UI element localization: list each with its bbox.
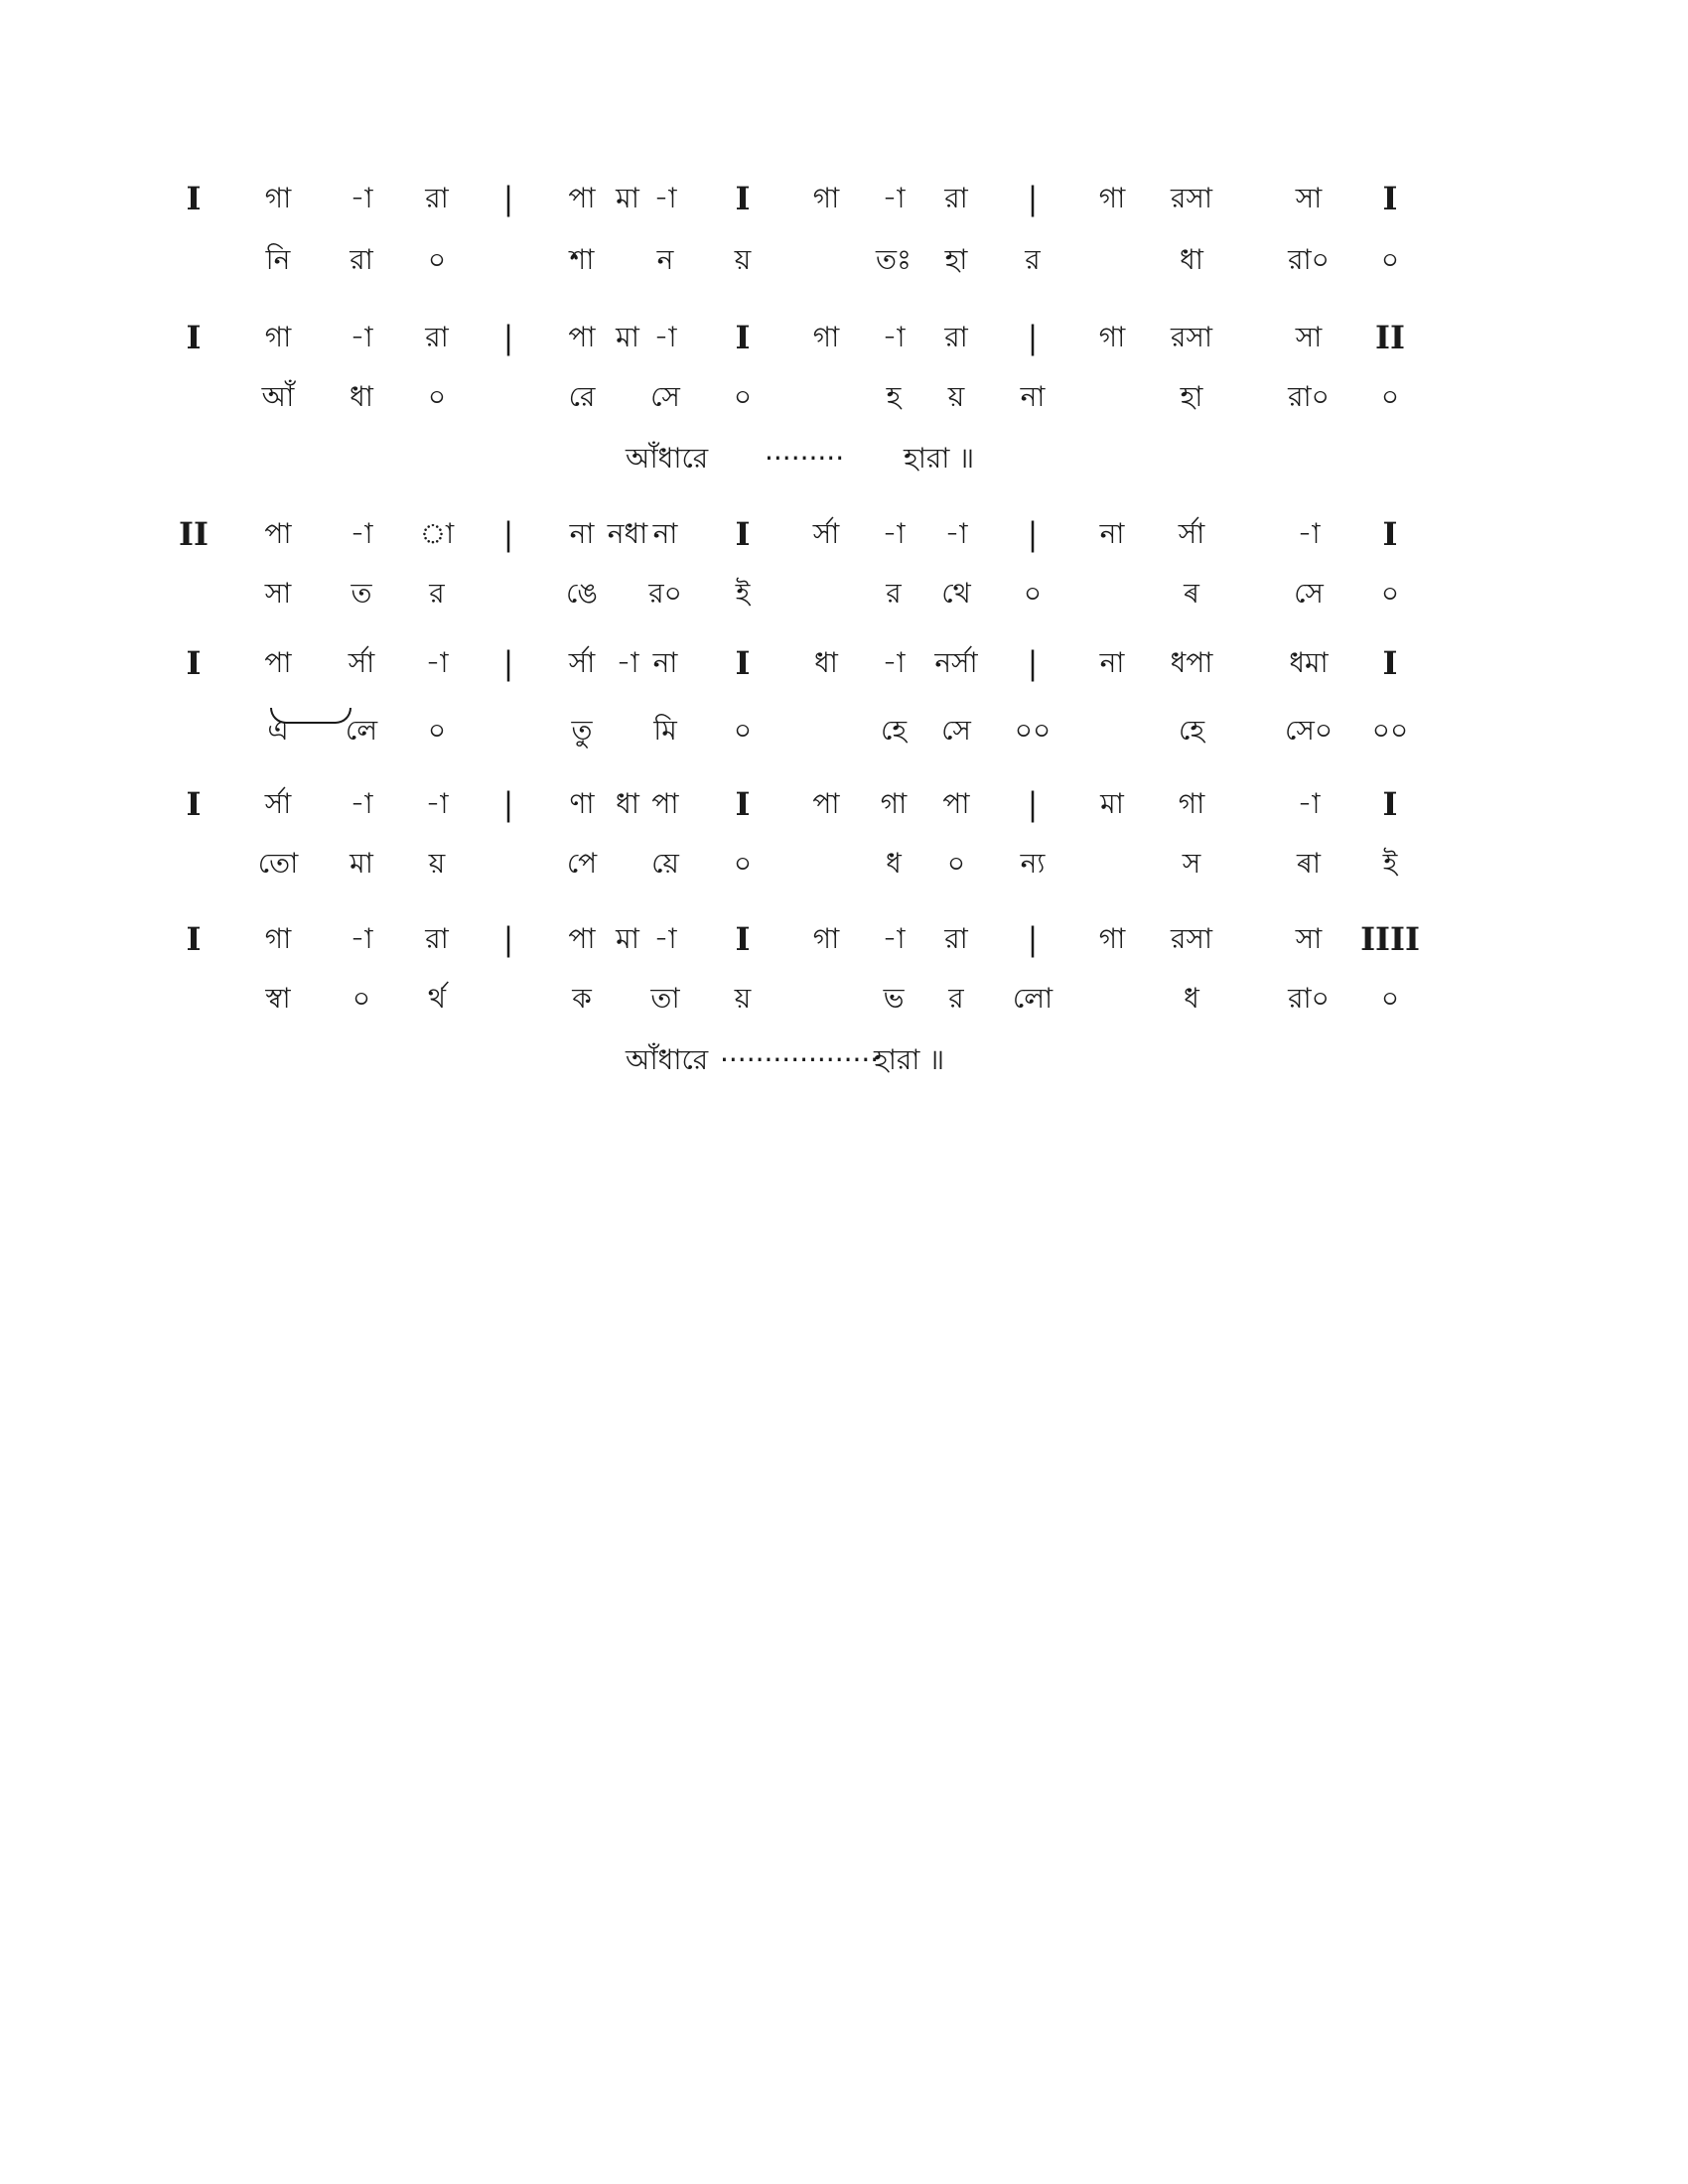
lyric-line [0,372,1688,422]
lyric-syllable: ০ [1380,982,1400,1015]
lyric-syllable: র [429,577,445,610]
refrain-dots: ·················· [720,1043,880,1076]
note: -া [350,182,373,214]
note: মা [1100,787,1124,820]
note: -া [425,646,449,679]
lyric-syllable: স [1182,847,1201,880]
note: ধপা [1170,646,1213,679]
note: সা [1295,182,1323,214]
lyric-line [0,235,1688,285]
lyric-syllable: ০ [1380,380,1400,413]
lyric-syllable: য় [428,847,446,880]
barline: | [1027,319,1039,356]
barline: I [1382,515,1398,553]
lyric-syllable: ধা [1180,243,1203,276]
barline: | [1027,785,1039,823]
slur-mark [270,708,352,724]
note: মা [616,922,639,955]
lyric-syllable: র [886,577,902,610]
lyric-syllable: হা [1180,380,1203,413]
lyric-syllable: রা০ [1288,982,1330,1015]
note: া [419,517,455,550]
note: র্সা [1178,517,1205,550]
note: রা [425,182,449,214]
note: র্সা [264,787,292,820]
lyric-syllable: র [1025,243,1041,276]
refrain-dots: ········· [765,442,845,475]
note: পা [264,517,292,550]
lyric-syllable: ন [656,243,674,276]
note: -া [882,182,906,214]
lyric-syllable: পে [566,847,598,880]
lyric-syllable: ৰা [1297,847,1321,880]
lyric-syllable: য় [734,982,752,1015]
note: -া [425,787,449,820]
barline: | [1027,180,1039,217]
lyric-syllable: ০ [946,847,966,880]
lyric-syllable: ধ [1184,982,1199,1015]
barline: I [1382,644,1398,682]
note: রসা [1170,922,1213,955]
note: র্সা [812,517,840,550]
barline: IIII [1360,920,1420,958]
lyric-syllable: ধ [886,847,902,880]
note: গা [264,182,292,214]
lyric-syllable: ০ [427,714,447,747]
barline: I [735,319,751,356]
lyric-syllable: হে [1178,714,1205,747]
note: রসা [1170,321,1213,353]
note: রা [425,321,449,353]
barline: | [502,785,514,823]
note: না [1099,517,1125,550]
lyric-syllable: ০ [427,380,447,413]
barline: I [186,180,202,217]
note: পা [568,321,596,353]
lyric-syllable: ০ [733,847,753,880]
barline: I [735,785,751,823]
barline: | [1027,515,1039,553]
lyric-syllable: এ [267,714,289,747]
note: ণা [569,787,595,820]
note: -া [882,321,906,353]
lyric-syllable: ০ [733,714,753,747]
lyric-syllable: ০ [733,380,753,413]
lyric-syllable: য় [734,243,752,276]
note: পা [568,922,596,955]
lyric-syllable: থে [941,577,971,610]
notation-line [0,638,1688,688]
note: পা [264,646,292,679]
barline: | [502,920,514,958]
lyric-syllable: ০ [1380,243,1400,276]
note: গা [264,321,292,353]
notation-line [0,779,1688,829]
note: গা [264,922,292,955]
note: -া [1297,787,1321,820]
note: ধা [616,787,639,820]
note: রসা [1170,182,1213,214]
note: রা [944,182,968,214]
note: পা [651,787,679,820]
note: মা [616,182,639,214]
barline: I [1382,785,1398,823]
lyric-syllable: রা [350,243,373,276]
lyric-syllable: য় [947,380,965,413]
lyric-syllable: ০ [1380,577,1400,610]
note: -া [350,517,373,550]
lyric-syllable: হে [880,714,908,747]
lyric-syllable: তা [650,982,680,1015]
lyric-syllable: ক [572,982,592,1015]
barline: | [1027,644,1039,682]
lyric-syllable: তো [257,847,299,880]
lyric-syllable: ০০ [1371,714,1409,747]
lyric-syllable: লে [345,714,378,747]
note: -া [882,922,906,955]
lyric-syllable: হা [944,243,968,276]
lyric-syllable: সা [264,577,292,610]
notation-line [0,313,1688,362]
lyric-syllable: রে [568,380,596,413]
note: গা [812,182,840,214]
refrain-end: হারা ॥ [904,442,975,475]
lyric-syllable: তু [571,714,593,747]
note: র্সা [568,646,596,679]
note: রা [425,922,449,955]
lyric-syllable: ই [735,577,751,610]
refrain-line [0,1035,1688,1085]
barline: I [735,180,751,217]
barline: II [179,515,209,553]
barline: | [1027,920,1039,958]
lyric-syllable: রা০ [1288,243,1330,276]
note: -া [616,646,639,679]
barline: I [1382,180,1398,217]
note: নধা [607,517,648,550]
lyric-syllable: স্বা [265,982,291,1015]
note: ধমা [1289,646,1329,679]
note: র্সা [348,646,375,679]
note: ধা [814,646,838,679]
barline: | [502,180,514,217]
lyric-syllable: ভ [883,982,905,1015]
lyric-syllable: সে০ [1284,714,1334,747]
lyric-syllable: ধা [350,380,373,413]
barline: I [735,920,751,958]
barline: II [1375,319,1405,356]
lyric-line [0,839,1688,888]
note: মা [616,321,639,353]
lyric-syllable: ই [1382,847,1398,880]
lyric-syllable: মা [350,847,373,880]
note: -া [350,321,373,353]
note: গা [1098,922,1126,955]
lyric-syllable: হ [886,380,902,413]
note: রা [944,321,968,353]
lyric-syllable: র্থ [427,982,447,1015]
notation-line [0,914,1688,964]
refrain-start: আঁধারে [626,1043,709,1076]
barline: | [502,515,514,553]
lyric-syllable: সে [941,714,971,747]
lyric-syllable: ০ [352,982,371,1015]
note: না [652,517,678,550]
lyric-syllable: মি [653,714,677,747]
lyric-syllable: সে [1294,577,1324,610]
note: -া [653,922,677,955]
lyric-syllable: না [1020,380,1046,413]
note: -া [1297,517,1321,550]
lyric-syllable: ০০ [1014,714,1052,747]
lyric-syllable: ন্য [1020,847,1046,880]
lyric-line [0,974,1688,1024]
barline: I [186,644,202,682]
refrain-line [0,434,1688,483]
note: পা [568,182,596,214]
lyric-line [0,706,1688,755]
note: -া [944,517,968,550]
note: নর্সা [934,646,978,679]
notation-line [0,509,1688,559]
lyric-syllable: তঃ [876,243,912,276]
note: না [1099,646,1125,679]
lyric-syllable: শা [569,243,595,276]
refrain-start: আঁধারে [626,442,709,475]
lyric-syllable: ৰ [1184,577,1199,610]
note: গা [1178,787,1205,820]
lyric-syllable: র [948,982,964,1015]
lyric-syllable: ০ [1023,577,1043,610]
lyric-syllable: ত [351,577,372,610]
note: -া [350,787,373,820]
note: গা [1098,182,1126,214]
lyric-syllable: নি [265,243,291,276]
note: গা [880,787,908,820]
note: পা [942,787,970,820]
lyric-syllable: সে [650,380,680,413]
note: সা [1295,321,1323,353]
lyric-syllable: ঙে [566,577,598,610]
note: -া [882,517,906,550]
note: গা [812,922,840,955]
note: -া [653,321,677,353]
lyric-syllable: র০ [648,577,682,610]
barline: I [186,319,202,356]
note: সা [1295,922,1323,955]
note: গা [812,321,840,353]
barline: | [502,319,514,356]
lyric-syllable: য়ে [651,847,679,880]
barline: I [735,644,751,682]
note: -া [350,922,373,955]
lyric-syllable: আঁ [261,380,295,413]
notation-line [0,174,1688,223]
barline: | [502,644,514,682]
lyric-line [0,569,1688,618]
refrain-end: হারা ॥ [874,1043,945,1076]
note: না [652,646,678,679]
note: গা [1098,321,1126,353]
note: পা [812,787,840,820]
barline: I [186,785,202,823]
note: রা [944,922,968,955]
lyric-syllable: লো [1012,982,1054,1015]
lyric-syllable: রা০ [1288,380,1330,413]
barline: I [186,920,202,958]
barline: I [735,515,751,553]
note: -া [653,182,677,214]
note: না [569,517,595,550]
note: -া [882,646,906,679]
lyric-syllable: ০ [427,243,447,276]
